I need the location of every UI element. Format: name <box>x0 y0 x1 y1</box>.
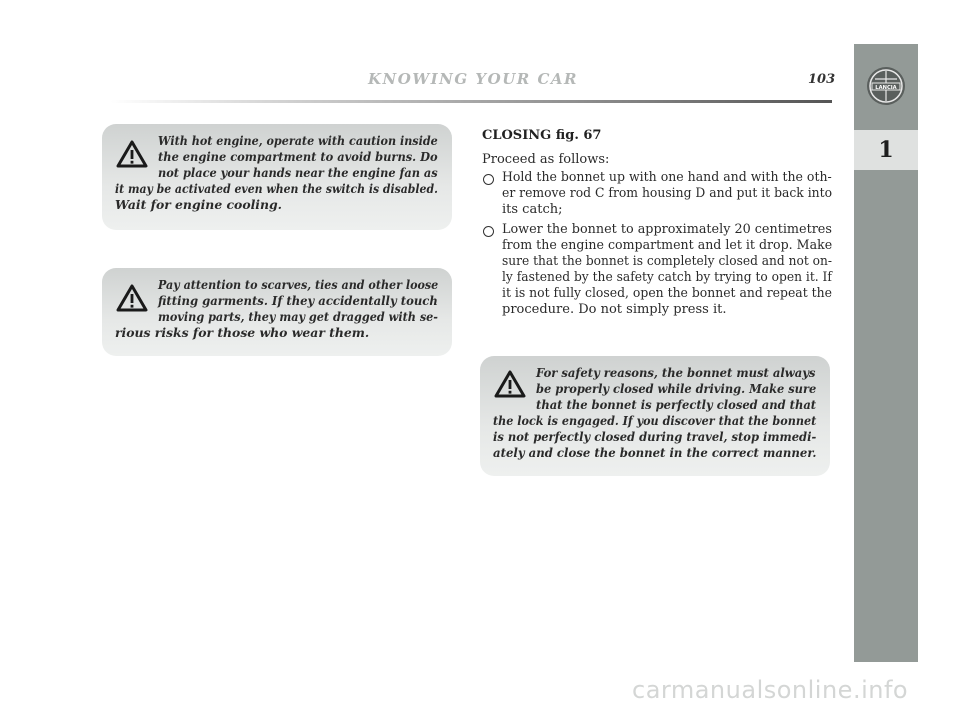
warning-text-line: is not perfectly closed during travel, stop immedi- <box>493 429 817 444</box>
bullet-1-line: Hold the bonnet up with one hand and with the oth- <box>502 170 832 185</box>
warning-text-line: not place your hands near the engine fan as <box>158 165 438 180</box>
bullet-1-line: its catch; <box>502 202 563 217</box>
warning-text-line: it may be activated even when the switch is disabled. <box>115 181 438 196</box>
warning-text-line: the lock is engaged. If you discover that the bonnet <box>493 413 817 428</box>
bullet-1-line: er remove rod C from housing D and put it back into <box>502 186 833 201</box>
warning-triangle-icon <box>494 370 526 398</box>
svg-text:LANCIA: LANCIA <box>875 84 897 91</box>
warning-box-hot-engine <box>102 124 452 230</box>
bullet-2-line: Lower the bonnet to approximately 20 centimetres <box>502 222 832 237</box>
bullet-marker <box>483 174 494 185</box>
lancia-logo-icon <box>866 66 906 106</box>
warning-text-line: For safety reasons, the bonnet must always <box>536 365 816 380</box>
watermark-text: carmanualsonline.info <box>632 676 909 704</box>
header-divider <box>110 100 832 103</box>
bullet-2-line: from the engine compartment and let it drop. Make <box>502 238 833 253</box>
page-title: KNOWING YOUR CAR <box>368 70 579 88</box>
bullet-2-line: procedure. Do not simply press it. <box>502 302 727 317</box>
warning-box-loose-garments <box>102 268 452 356</box>
warning-box-bonnet-safety <box>480 356 830 476</box>
warning-text-line: that the bonnet is perfectly closed and that <box>536 397 817 412</box>
bullet-2-line: ly fastened by the safety catch by trying to open it. If <box>502 270 832 285</box>
chapter-number: 1 <box>854 130 918 170</box>
warning-text-line: rious risks for those who wear them. <box>115 325 370 340</box>
warning-text-line: With hot engine, operate with caution inside <box>158 133 438 148</box>
bullet-2-line: it is not fully closed, open the bonnet and repeat the <box>502 286 832 301</box>
intro-text: Proceed as follows: <box>482 152 610 167</box>
warning-triangle-icon <box>116 284 148 312</box>
page-number: 103 <box>808 72 836 87</box>
warning-text-line: moving parts, they may get dragged with se- <box>158 309 438 324</box>
warning-text-line: Wait for engine cooling. <box>115 197 282 212</box>
warning-text-line: fitting garments. If they accidentally touch <box>158 293 438 308</box>
bullet-marker <box>483 226 494 237</box>
warning-text-line: be properly closed while driving. Make sure <box>536 381 817 396</box>
section-heading: CLOSING fig. 67 <box>482 128 602 143</box>
warning-triangle-icon <box>116 140 148 168</box>
warning-text-line: ately and close the bonnet in the correct manner. <box>493 445 817 460</box>
warning-text-line: Pay attention to scarves, ties and other loose <box>158 277 439 292</box>
bullet-2-line: sure that the bonnet is completely closed and not on- <box>502 254 833 269</box>
warning-text-line: the engine compartment to avoid burns. Do <box>158 149 438 164</box>
